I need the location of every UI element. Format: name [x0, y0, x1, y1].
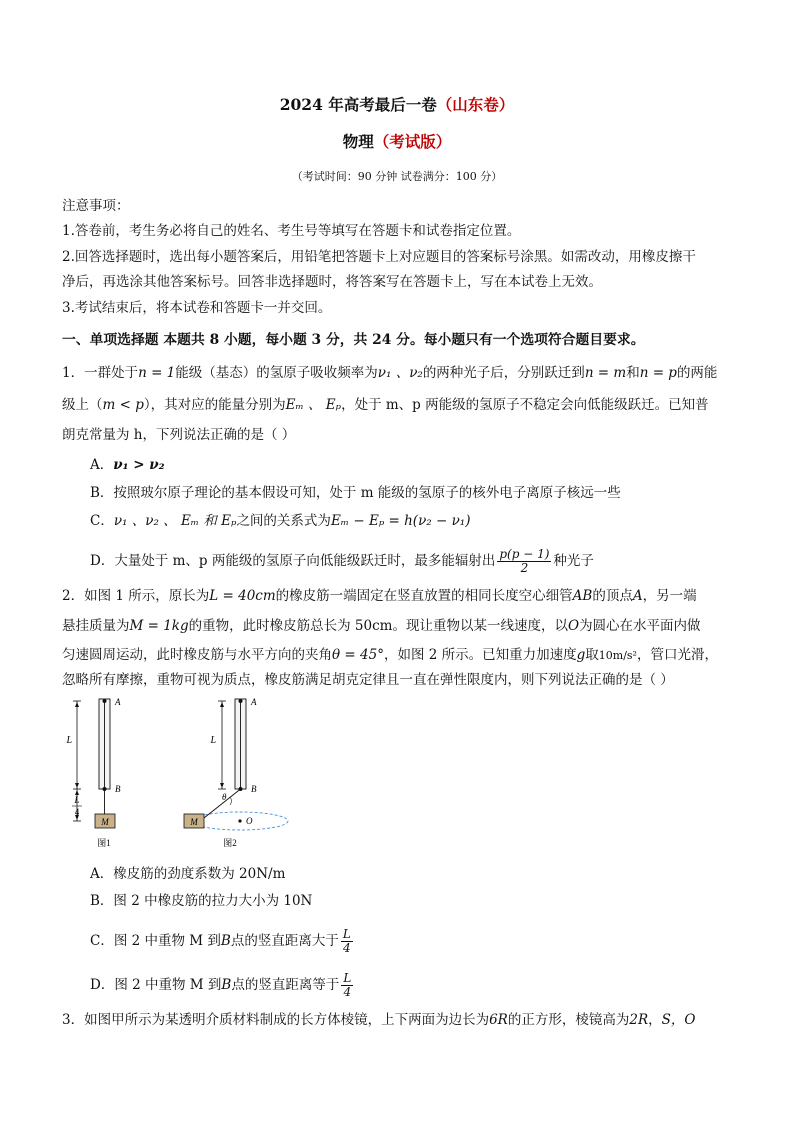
- math: θ = 45°: [332, 647, 384, 663]
- subject-name: 物理: [342, 132, 374, 151]
- label-L4-num: L: [74, 795, 80, 805]
- text: ，如图 2 所示。已知重力加速度: [383, 647, 577, 663]
- denominator: 4: [343, 941, 351, 955]
- point-O: [238, 819, 241, 822]
- note-item: 2.回答选择题时，选出每小题答案后，用铅笔把答题卡上对应题目的答案标号涂黑。如需改动，用橡皮擦干: [62, 249, 696, 265]
- figure-2: [184, 697, 288, 848]
- subject-title: [0, 133, 794, 151]
- q2-option-d: [90, 972, 355, 999]
- point-A: [103, 699, 107, 703]
- q1-line1: [62, 364, 717, 382]
- math: Eₘ − Eₚ = h(ν₂ − ν₁): [330, 513, 471, 529]
- text: ，另一端: [642, 588, 697, 604]
- math: O: [567, 618, 580, 634]
- text: 之间的关系式为: [236, 513, 331, 529]
- text: ，管口光滑，: [636, 647, 718, 663]
- option-label: A．: [90, 457, 114, 473]
- figure-1: [65, 697, 121, 848]
- text: C．图 2 中重物 M 到: [90, 933, 221, 949]
- q1-line3: 朗克常量为 h，下列说法正确的是（ ）: [62, 427, 296, 443]
- text: 为圆心在水平面内做: [579, 618, 701, 634]
- q1-line2: [62, 396, 709, 414]
- text: 的顶点: [592, 588, 633, 604]
- math: 10m/s²: [598, 649, 637, 662]
- title-main: 2024 年高考最后一卷: [279, 95, 437, 114]
- text: 3．如图甲所示为某透明介质材料制成的长方体棱镜，上下两面为边长为: [62, 1012, 490, 1028]
- label-theta: θ: [222, 792, 227, 802]
- note-item: 1.答卷前，考生务必将自己的姓名、考生号等填写在答题卡和试卷指定位置。: [62, 223, 521, 239]
- math: ν₁ > ν₂: [113, 457, 165, 473]
- text: 2．如图 1 所示，原长为: [62, 588, 210, 604]
- label-M: M: [101, 817, 109, 827]
- numerator: L: [343, 971, 352, 985]
- math: L = 40cm: [209, 588, 276, 604]
- page-title: [0, 96, 794, 114]
- math: 6R: [489, 1012, 508, 1028]
- text: ，: [648, 1012, 662, 1028]
- point-B: [103, 787, 107, 791]
- label-L: L: [66, 735, 72, 746]
- fraction: [497, 548, 551, 575]
- numerator: L: [342, 927, 351, 941]
- section-heading: 一、单项选择题 本题共 8 小题，每小题 3 分，共 24 分。每小题只有一个选项符合题目要求。: [62, 332, 645, 348]
- text: 悬挂质量为: [62, 618, 130, 634]
- angle-arc: [230, 797, 232, 805]
- q2-line3: [62, 646, 718, 665]
- q2-option-b: B．图 2 中橡皮筋的拉力大小为 10N: [90, 893, 313, 909]
- text: 级上（: [62, 397, 103, 413]
- text: 能级（基态）的氢原子吸收频率为: [175, 365, 378, 381]
- math: n = m: [584, 365, 627, 381]
- label-M: M: [190, 817, 198, 827]
- math: g: [576, 647, 586, 663]
- math: M = 1kg: [129, 618, 189, 634]
- label-L4-den: 4: [74, 807, 80, 817]
- label-B: B: [115, 784, 121, 794]
- exam-info: （考试时间：90 分钟 试卷满分：100 分）: [291, 170, 503, 183]
- label-O: O: [246, 816, 253, 826]
- math: ν₁ 、ν₂: [377, 365, 423, 381]
- text: 的正方形，棱镜高为: [507, 1012, 630, 1028]
- label-A: A: [115, 697, 121, 707]
- text: 和: [626, 365, 640, 381]
- q2-figures: [62, 693, 302, 853]
- label-A: A: [251, 697, 257, 707]
- text: 点的竖直距离大于: [230, 933, 339, 949]
- figure-2-caption: 图2: [223, 838, 237, 848]
- figure-1-caption: 图1: [97, 838, 111, 848]
- math: Eₘ 、 Eₚ: [285, 397, 342, 413]
- title-region: （山东卷）: [436, 95, 515, 114]
- math: S，O: [661, 1012, 696, 1028]
- text: ，处于 m、p 两能级的氢原子不稳定会向低能级跃迁。已知普: [341, 397, 709, 413]
- text: 种光子: [553, 553, 594, 569]
- math: AB: [572, 588, 593, 604]
- math: B: [220, 933, 231, 949]
- text: D．图 2 中重物 M 到: [90, 977, 222, 993]
- math: m < p: [102, 397, 144, 413]
- q2-line1: [62, 587, 697, 605]
- q3-line1: [62, 1011, 695, 1029]
- option-label: C．: [90, 513, 114, 529]
- q1-option-c: [90, 512, 470, 530]
- note-item: 净后，再选涂其他答案标号。回答非选择题时，将答案写在答题卡上，写在本试卷上无效。: [62, 274, 602, 290]
- label-B: B: [251, 784, 257, 794]
- text: 1．一群处于: [62, 365, 139, 381]
- q1-option-d: [90, 548, 594, 575]
- fraction: [341, 972, 353, 999]
- text: 点的竖直距离等于: [231, 977, 340, 993]
- subject-version: （考试版）: [373, 132, 452, 151]
- q2-option-c: [90, 928, 355, 955]
- label-L: L: [210, 735, 216, 746]
- math: n = p: [639, 365, 677, 381]
- q2-line4: 忽略所有摩擦，重物可视为质点，橡皮筋满足胡克定律且一直在弹性限度内，则下列说法正确的是（ ）: [62, 672, 674, 688]
- text: ），其对应的能量分别为: [143, 397, 286, 413]
- point-A: [239, 699, 243, 703]
- text: 的两能: [676, 365, 718, 381]
- numerator: p(p − 1): [499, 547, 550, 561]
- fraction: [341, 928, 353, 955]
- q1-option-a: [90, 456, 165, 474]
- math: n = 1: [138, 365, 176, 381]
- text: D．大量处于 m、p 两能级的氢原子向低能级跃迁时，最多能辐射出: [90, 553, 496, 569]
- q2-line2: [62, 617, 701, 635]
- math: ν₁ 、ν₂ 、 Eₘ 和 Eₚ: [113, 513, 237, 529]
- text: 取: [585, 647, 599, 663]
- note-item: 3.考试结束后，将本试卷和答题卡一并交回。: [62, 300, 332, 316]
- math: B: [221, 977, 232, 993]
- q2-option-a: A．橡皮筋的劲度系数为 20N/m: [90, 866, 286, 882]
- text: 的两种光子后，分别跃迁到: [422, 365, 585, 381]
- math: 2R: [629, 1012, 649, 1028]
- math: A: [632, 588, 643, 604]
- text: 的橡皮筋一端固定在竖直放置的相同长度空心细管: [275, 588, 573, 604]
- q1-option-b: B．按照玻尔原子理论的基本假设可知，处于 m 能级的氢原子的核外电子离原子核远一些: [90, 485, 621, 501]
- denominator: 2: [520, 561, 529, 575]
- text: 匀速圆周运动，此时橡皮筋与水平方向的夹角: [62, 647, 332, 663]
- text: 的重物，此时橡皮筋总长为 50cm。现让重物以某一线速度，以: [188, 618, 568, 634]
- notes-heading: 注意事项：: [62, 198, 130, 214]
- denominator: 4: [343, 985, 352, 999]
